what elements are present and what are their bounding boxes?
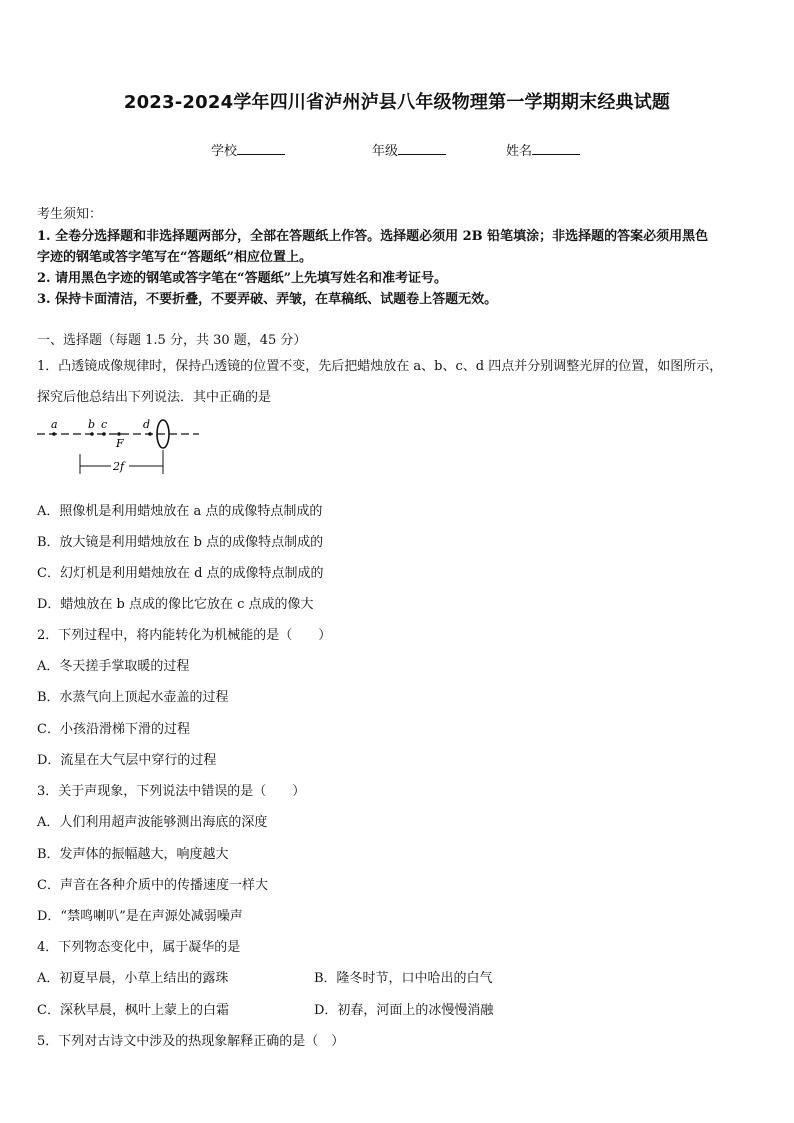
name-label: 姓名 — [506, 144, 533, 159]
q3-option-c: C．声音在各种介质中的传播速度一样大 — [37, 878, 268, 893]
q1-stem: 1．凸透镜成像规律时，保持凸透镜的位置不变，先后把蜡烛放在 a、b、c、d 四点并分别调整光屏的位置，如图所示， — [37, 359, 723, 374]
q2-option-c: C．小孩沿滑梯下滑的过程 — [37, 722, 190, 737]
notice-item-1-cont: 字迹的钢笔或答字笔写在“答题纸”相应位置上。 — [37, 250, 312, 265]
grade-blank — [398, 142, 446, 155]
label-d: d — [143, 418, 151, 431]
point-f-dot — [117, 432, 121, 436]
q3-option-d: D．“禁鸣喇叭”是在声源处减弱噪声 — [37, 909, 243, 924]
q4-option-d: D．初春，河面上的冰慢慢消融 — [314, 1003, 494, 1018]
q1-option-a: A．照像机是利用蜡烛放在 a 点的成像特点制成的 — [37, 504, 323, 519]
label-f: F — [116, 437, 124, 450]
q5-stem: 5．下列对古诗文中涉及的热现象解释正确的是（ ） — [37, 1034, 345, 1049]
q4-option-c: C．深秋早晨，枫叶上蒙上的白霜 — [37, 1003, 229, 1018]
point-b-dot — [90, 432, 94, 436]
grade-label: 年级 — [372, 144, 399, 159]
label-c: c — [101, 418, 108, 431]
notice-item-2: 2. 请用黑色字迹的钢笔或答字笔在“答题纸”上先填写姓名和准考证号。 — [37, 271, 448, 286]
label-b: b — [88, 418, 96, 431]
q3-option-b: B．发声体的振幅越大，响度越大 — [37, 847, 229, 862]
q4-stem: 4．下列物态变化中，属于凝华的是 — [37, 940, 241, 955]
point-a-dot — [52, 432, 56, 436]
q2-stem: 2．下列过程中，将内能转化为机械能的是（ ） — [37, 628, 332, 643]
notice-item-3: 3. 保持卡面清洁，不要折叠，不要弄破、弄皱，在草稿纸、试题卷上答题无效。 — [37, 292, 498, 307]
q1-stem-cont: 探究后他总结出下列说法．其中正确的是 — [37, 390, 272, 405]
point-d-dot — [148, 432, 152, 436]
section-heading: 一、选择题（每题 1.5 分，共 30 题，45 分） — [37, 333, 307, 348]
label-2f: 2f — [113, 460, 125, 473]
q3-stem: 3．关于声现象，下列说法中错误的是（ ） — [37, 784, 306, 799]
q4-option-a: A．初夏早晨，小草上结出的露珠 — [37, 971, 229, 986]
label-a: a — [51, 418, 58, 431]
name-field — [506, 140, 580, 159]
notice-item-1: 1. 全卷分选择题和非选择题两部分，全部在答题纸上作答。选择题必须用 2B 铅笔填涂；非选择题的答案必须用黑色 — [37, 229, 709, 244]
q1-option-c: C．幻灯机是利用蜡烛放在 d 点的成像特点制成的 — [37, 566, 324, 581]
q2-option-d: D．流星在大气层中穿行的过程 — [37, 753, 217, 768]
q1-option-d: D．蜡烛放在 b 点成的像比它放在 c 点成的像大 — [37, 597, 314, 612]
q1-option-b: B．放大镜是利用蜡烛放在 b 点的成像特点制成的 — [37, 535, 324, 550]
notice-heading: 考生须知： — [37, 207, 103, 222]
q4-option-b: B．隆冬时节，口中哈出的白气 — [314, 971, 493, 986]
school-field — [211, 140, 285, 159]
q2-option-a: A．冬天搓手掌取暖的过程 — [37, 659, 190, 674]
name-blank — [532, 142, 580, 155]
q2-option-b: B．水蒸气向上顶起水壶盖的过程 — [37, 690, 229, 705]
school-label: 学校 — [211, 144, 238, 159]
exam-title: 2023-2024学年四川省泸州泸县八年级物理第一学期期末经典试题 — [123, 92, 671, 113]
school-blank — [237, 142, 285, 155]
q3-option-a: A．人们利用超声波能够测出海底的深度 — [37, 815, 268, 830]
grade-field — [372, 140, 446, 159]
point-c-dot — [102, 432, 106, 436]
lens-diagram — [37, 414, 207, 478]
